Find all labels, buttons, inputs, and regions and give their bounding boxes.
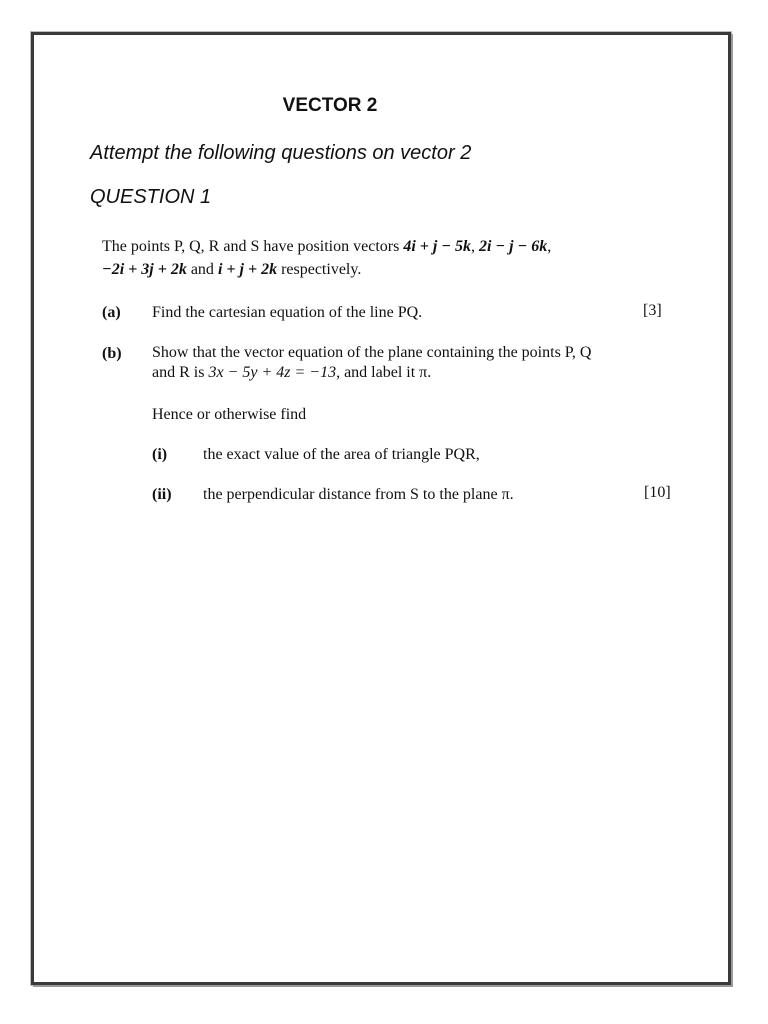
sub-ii-text: [203, 486, 514, 504]
part-a-label: (a): [102, 304, 121, 321]
sub-ii-suffix: .: [509, 486, 514, 503]
part-a-marks: [3]: [643, 302, 662, 319]
sub-ii-prefix: the perpendicular distance from S to the plane: [203, 486, 502, 503]
intro-suffix: respectively.: [277, 261, 362, 278]
part-a-text: Find the cartesian equation of the line PQ.: [152, 304, 423, 321]
sub-ii-pi: π: [501, 486, 510, 503]
part-b-line2-suffix: , and label it: [336, 364, 420, 381]
vector-s: i + j + 2k: [217, 261, 278, 278]
sub-i-text: the exact value of the area of triangle PQR,: [203, 446, 480, 463]
part-b-label: (b): [102, 345, 122, 362]
part-b-line2-end: .: [427, 364, 432, 381]
pi-label: π: [419, 364, 428, 381]
question-heading: QUESTION 1: [90, 186, 212, 208]
hence-text: Hence or otherwise find: [152, 406, 307, 423]
part-b-line2-prefix: and R is: [152, 364, 209, 381]
page-frame: [31, 32, 731, 985]
intro-sep1: ,: [471, 238, 480, 255]
part-b-marks: [10]: [644, 484, 671, 501]
vector-q: 2i − j − 6k: [479, 238, 548, 255]
vector-r: −2i + 3j + 2k: [102, 261, 187, 278]
intro-sep2: ,: [547, 238, 552, 255]
document-title: VECTOR 2: [282, 95, 378, 116]
intro-and: and: [186, 261, 218, 278]
intro-prefix: The points P, Q, R and S have position vectors: [102, 238, 404, 255]
part-b-text-line2: [152, 364, 431, 382]
instruction-text: Attempt the following questions on vector 2: [90, 142, 472, 164]
sub-ii-label: (ii): [152, 486, 172, 503]
question-intro-line1: [102, 238, 551, 256]
plane-equation: 3x − 5y + 4z = −13: [208, 364, 337, 381]
sub-i-label: (i): [152, 446, 168, 463]
vector-p: 4i + j − 5k: [403, 238, 472, 255]
part-b-text-line1: Show that the vector equation of the plane containing the points P, Q: [152, 344, 592, 361]
question-intro-line2: [102, 261, 361, 279]
